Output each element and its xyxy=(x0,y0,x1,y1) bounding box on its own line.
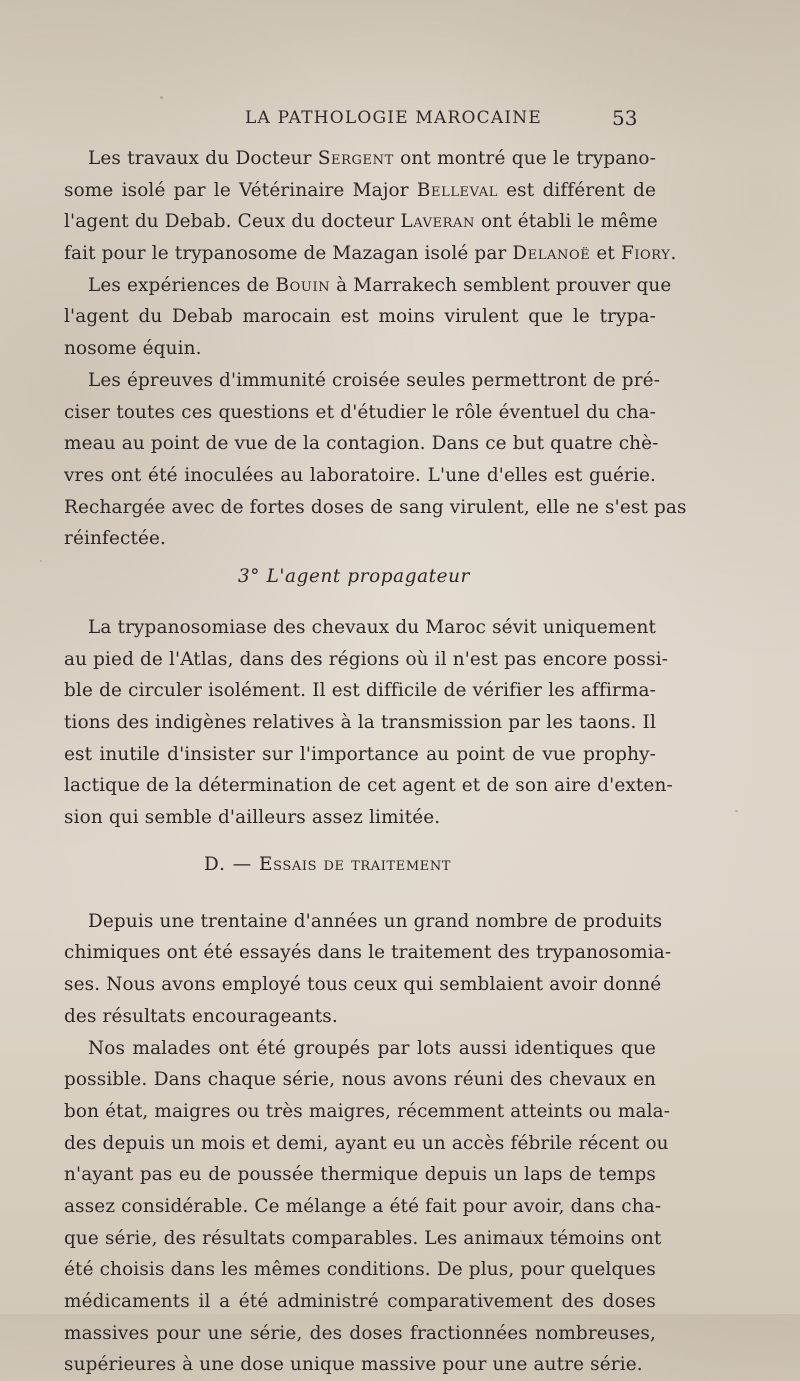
author-name: Sergent xyxy=(317,148,394,169)
section-title: Essais de traitement xyxy=(259,853,452,875)
paragraph-2-line-3: nosome équin. xyxy=(64,338,202,360)
section-letter: D. xyxy=(204,853,226,875)
section-heading xyxy=(64,834,656,890)
paragraph-3-line-5: Rechargée avec de fortes doses de sang virulent, elle ne s'est pas xyxy=(64,496,687,518)
paragraph-6-line-6: assez considérable. Ce mélange a été fait pour avoir, dans cha- xyxy=(64,1195,662,1217)
paragraph-6-line-1: Nos malades ont été groupés par lots aussi identiques que xyxy=(88,1037,656,1059)
paragraph-6-line-3: bon état, maigres ou très maigres, récemment atteints ou mala- xyxy=(64,1100,671,1122)
paper-speck xyxy=(90,1180,93,1183)
subsection-title: L'agent propagateur xyxy=(266,565,470,587)
section-dash: — xyxy=(232,853,253,875)
paragraph-3-line-6: réinfectée. xyxy=(64,528,167,550)
paragraph-5-line-2: chimiques ont été essayés dans le traitement des trypanosomia- xyxy=(64,942,672,964)
paragraph-4-line-2: au pied de l'Atlas, dans des régions où il n'est pas encore possi- xyxy=(64,648,669,670)
page-number: 53 xyxy=(612,106,638,130)
paragraph-5-line-3: ses. Nous avons employé tous ceux qui semblaient avoir donné xyxy=(64,974,662,996)
paragraph-4-line-5: est inutile d'insister sur l'importance au point de vue prophy- xyxy=(64,743,656,765)
running-title: LA PATHOLOGIE MAROCAINE xyxy=(245,108,542,128)
paragraph-1-line-2: some isolé par le Vétérinaire Major Belleval est différent de xyxy=(64,179,656,201)
paragraph-6-line-7: que série, des résultats comparables. Les animaux témoins ont xyxy=(64,1227,662,1249)
body-text xyxy=(64,143,687,1381)
paragraph-1-line-1: Les travaux du Docteur Sergent ont montré que le trypano- xyxy=(88,148,656,169)
paragraph-6-line-11: supérieures à une dose unique massive pour une autre série. xyxy=(64,1354,643,1376)
paragraph-6-line-4: des depuis un mois et demi, ayant eu un accès fébrile récent ou xyxy=(64,1132,669,1154)
paragraph-3-line-3: meau au point de vue de la contagion. Dans ce but quatre chè- xyxy=(64,433,659,455)
author-name: Delanoë xyxy=(512,243,591,265)
paragraph-1-line-3: l'agent du Debab. Ceux du docteur Laveran ont établi le même xyxy=(64,211,658,233)
author-name: Fiory xyxy=(620,243,671,265)
paragraph-1-line-4: fait pour le trypanosome de Mazagan isolé par Delanoë et Fiory. xyxy=(64,243,677,265)
paragraph-4-line-6: lactique de la détermination de cet agent et de son aire d'exten- xyxy=(64,775,673,797)
paper-speck xyxy=(160,96,163,99)
author-name: Belleval xyxy=(416,179,498,201)
paragraph-3-line-1: Les épreuves d'immunité croisée seules permettront de pré- xyxy=(88,369,661,391)
subsection-heading xyxy=(64,555,656,595)
page-header xyxy=(0,108,800,138)
paragraph-4-line-1: La trypanosomiase des chevaux du Maroc sévit uniquement xyxy=(88,616,656,638)
paragraph-4-line-7: sion qui semble d'ailleurs assez limitée. xyxy=(64,807,441,829)
paragraph-2-line-2: l'agent du Debab marocain est moins virulent que le trypa- xyxy=(64,306,656,328)
author-name: Bouin xyxy=(275,274,331,296)
author-name: Laveran xyxy=(400,211,476,233)
paper-speck xyxy=(40,560,42,562)
paper-speck xyxy=(520,1230,522,1232)
paragraph-4-line-3: ble de circuler isolément. Il est difficile de vérifier les affirma- xyxy=(64,680,656,702)
subsection-number: 3° xyxy=(238,565,261,587)
paragraph-3-line-2: ciser toutes ces questions et d'étudier le rôle éventuel du cha- xyxy=(64,401,656,423)
paragraph-6-line-9: médicaments il a été administré comparativement des doses xyxy=(64,1291,656,1312)
paragraph-5-line-1: Depuis une trentaine d'années un grand nombre de produits xyxy=(88,910,663,932)
paragraph-4-line-4: tions des indigènes relatives à la transmission par les taons. Il xyxy=(64,712,656,733)
paragraph-6-line-10: massives pour une série, des doses fractionnées nombreuses, xyxy=(64,1322,656,1344)
paragraph-6-line-2: possible. Dans chaque série, nous avons réuni des chevaux en xyxy=(64,1069,656,1091)
paragraph-6-line-5: n'ayant pas eu de poussée thermique depuis un laps de temps xyxy=(64,1164,656,1186)
paragraph-6-line-8: été choisis dans les mêmes conditions. De plus, pour quelques xyxy=(64,1259,656,1281)
paper-speck xyxy=(735,810,738,812)
paragraph-5-line-4: des résultats encourageants. xyxy=(64,1005,338,1027)
paragraph-2-line-1: Les expériences de Bouin à Marrakech semblent prouver que xyxy=(88,274,672,296)
paragraph-3-line-4: vres ont été inoculées au laboratoire. L'une d'elles est guérie. xyxy=(64,464,656,486)
